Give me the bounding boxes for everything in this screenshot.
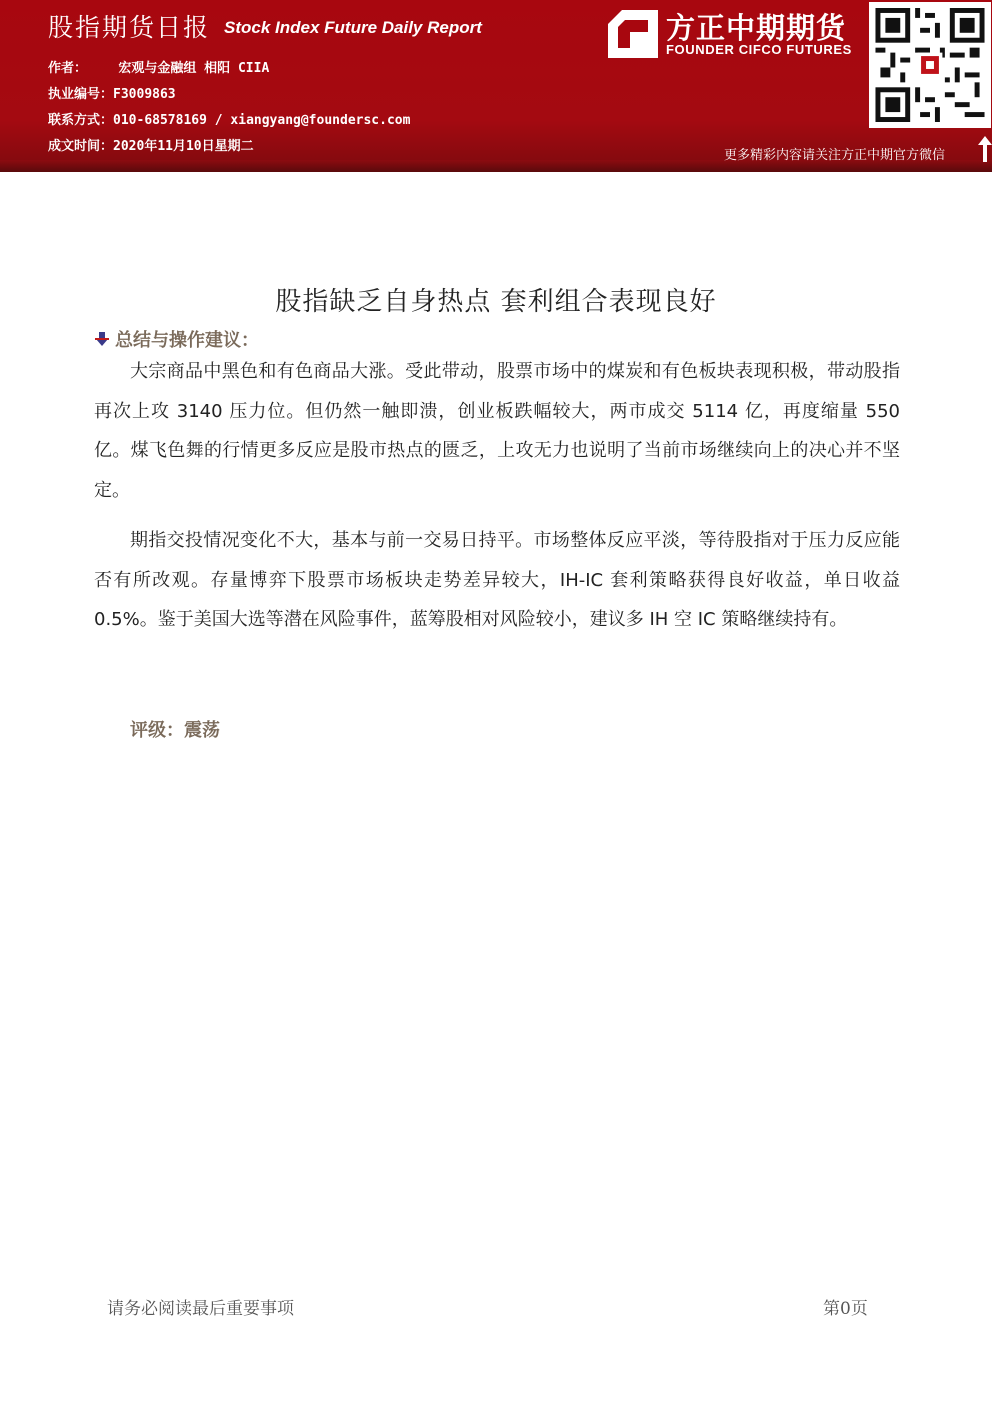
contact-label: 联系方式： (48, 113, 114, 128)
date-label: 成文时间： (48, 139, 114, 154)
wechat-qr-code[interactable] (869, 2, 991, 128)
report-title-cn: 股指期货日报 (48, 13, 211, 42)
date-value: 2020年11月10日星期二 (113, 139, 254, 154)
date-line (48, 135, 254, 154)
logo-text-cn: 方正中期期货 (666, 11, 847, 45)
section-label: 总结与操作建议： (115, 330, 259, 351)
contact-value[interactable]: 010-68578169 / xiangyang@foundersc.com (113, 113, 411, 128)
report-title-en: Stock Index Future Daily Report (224, 18, 482, 37)
document-title: 股指缺乏自身热点 套利组合表现良好 (275, 287, 717, 317)
summary-paragraph-2: 期指交投情况变化不大，基本与前一交易日持平。市场整体反应平淡，等待股指对于压力反应能否有所改观。存量博弈下股票市场板块走势差异较大，IH-IC 套利策略获得良好收益，单日收益 0.5%。鉴于美国大选等潜在风险事件，蓝筹股相对风险较小，建议多 IH 空 IC 策略继续持有。 (94, 530, 900, 630)
up-arrow-icon (978, 136, 992, 162)
contact-line (48, 109, 410, 128)
section-heading (93, 326, 259, 352)
company-logo (608, 8, 863, 60)
license-line (48, 83, 176, 102)
author-line (48, 57, 269, 76)
license-value: F3009863 (113, 87, 176, 102)
logo-text-en: FOUNDER CIFCO FUTURES (666, 42, 852, 57)
author-label: 作者： (48, 61, 88, 76)
author-value: 宏观与金融组 相阳 CIIA (87, 61, 270, 76)
license-label: 执业编号： (48, 87, 114, 102)
section-bullet-icon (93, 330, 111, 348)
rating-label: 评级：震荡 (130, 720, 220, 741)
logo-mark-icon (608, 10, 658, 58)
page-number: 第0页 (823, 1299, 868, 1319)
summary-paragraph-1: 大宗商品中黑色和有色商品大涨。受此带动，股票市场中的煤炭和有色板块表现积极，带动股指再次上攻 3140 压力位。但仍然一触即溃，创业板跌幅较大，两市成交 5114 亿，再度缩量 550 亿。煤飞色舞的行情更多反应是股市热点的匮乏，上攻无力也说明了当前市场继续向上的决心并不坚定。 (94, 361, 900, 501)
footer-notice: 请务必阅读最后重要事项 (107, 1299, 294, 1319)
wechat-follow-note: 更多精彩内容请关注方正中期官方微信 (724, 148, 946, 163)
qr-code-icon (875, 8, 985, 122)
report-header (0, 0, 992, 172)
